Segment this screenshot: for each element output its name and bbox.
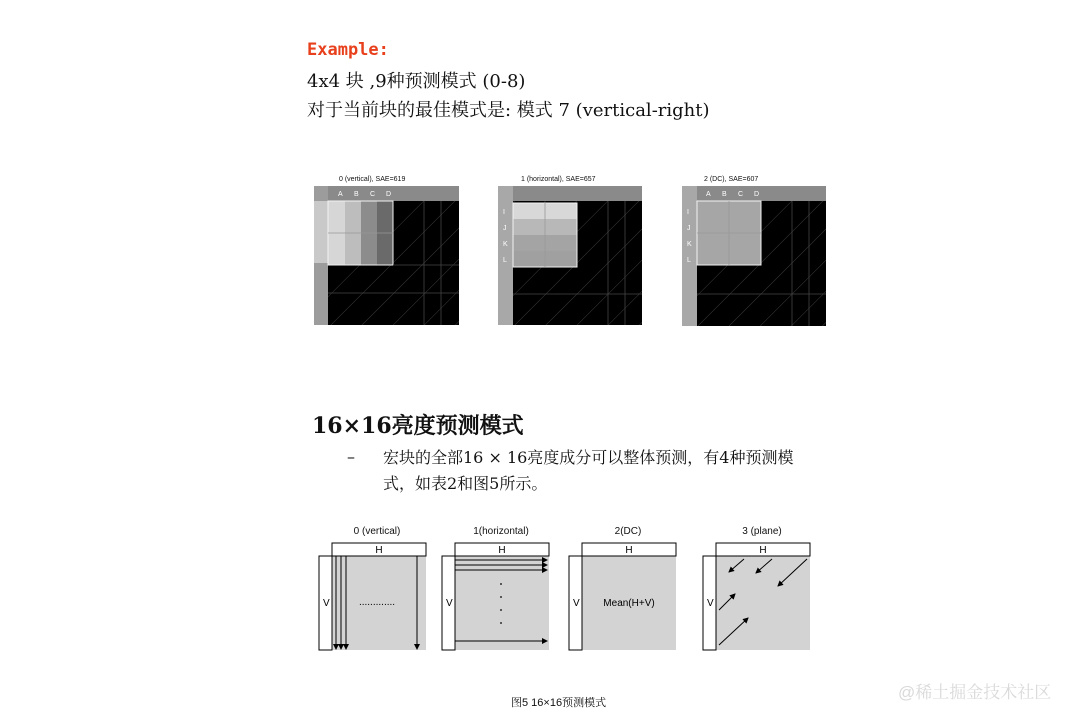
v-label: V [707,598,714,609]
panel-title-dc: 2 (DC), SAE=607 [704,176,759,183]
v-label: V [573,598,580,609]
mode-diagram-plane [702,542,814,652]
example-line-1: 4x4 块 ,9种预测模式 (0-8) [307,71,526,92]
prediction-panel-vertical [314,186,459,325]
v-label: V [323,598,330,609]
h-label: H [759,545,767,556]
top-label: A [338,191,343,198]
mode-diagram-vertical [316,542,428,652]
side-label: K [687,241,692,248]
v-label: V [446,598,453,609]
mean-label: Mean(H+V) [603,598,655,609]
side-label: L [687,257,691,264]
side-label: K [503,241,508,248]
side-label: J [503,225,507,232]
top-label: D [386,191,392,198]
mode-diagram-dc [568,542,680,652]
example-title: Example: [307,40,389,60]
top-label: C [370,191,376,198]
dots-label: ............. [358,597,396,608]
mode-label-vertical: 0 (vertical) [353,526,401,537]
top-label: A [706,191,711,198]
prediction-panel-dc [682,186,826,326]
top-label: B [722,191,727,198]
mode-diagram-horizontal [441,542,553,652]
panel-title-horizontal: 1 (horizontal), SAE=657 [521,176,596,183]
top-label: D [754,191,760,198]
h-label: H [498,545,506,556]
mode-label-horizontal: 1(horizontal) [473,526,529,537]
h-label: H [625,545,633,556]
example-line-2: 对于当前块的最佳模式是: 模式 7 (vertical-right) [307,100,710,121]
h-label: H [375,545,383,556]
section-title: 16×16亮度预测模式 [312,413,524,439]
top-label: C [738,191,744,198]
side-label: J [687,225,691,232]
side-label: I [503,209,505,216]
side-label: I [687,209,689,216]
bullet-text: 宏块的全部16 × 16亮度成分可以整体预测，有4种预测模式，如表2和图5所示。 [383,448,794,493]
mode-label-plane: 3 (plane) [742,526,782,537]
side-label: L [503,257,507,264]
watermark: @稀土掘金技术社区 [898,683,1052,702]
panel-title-vertical: 0 (vertical), SAE=619 [339,176,406,183]
figure-caption: 图5 16×16预测模式 [511,697,607,709]
mode-label-dc: 2(DC) [614,526,642,537]
top-label: B [354,191,359,198]
prediction-panel-horizontal [498,186,642,325]
bullet-dash: – [347,447,355,466]
